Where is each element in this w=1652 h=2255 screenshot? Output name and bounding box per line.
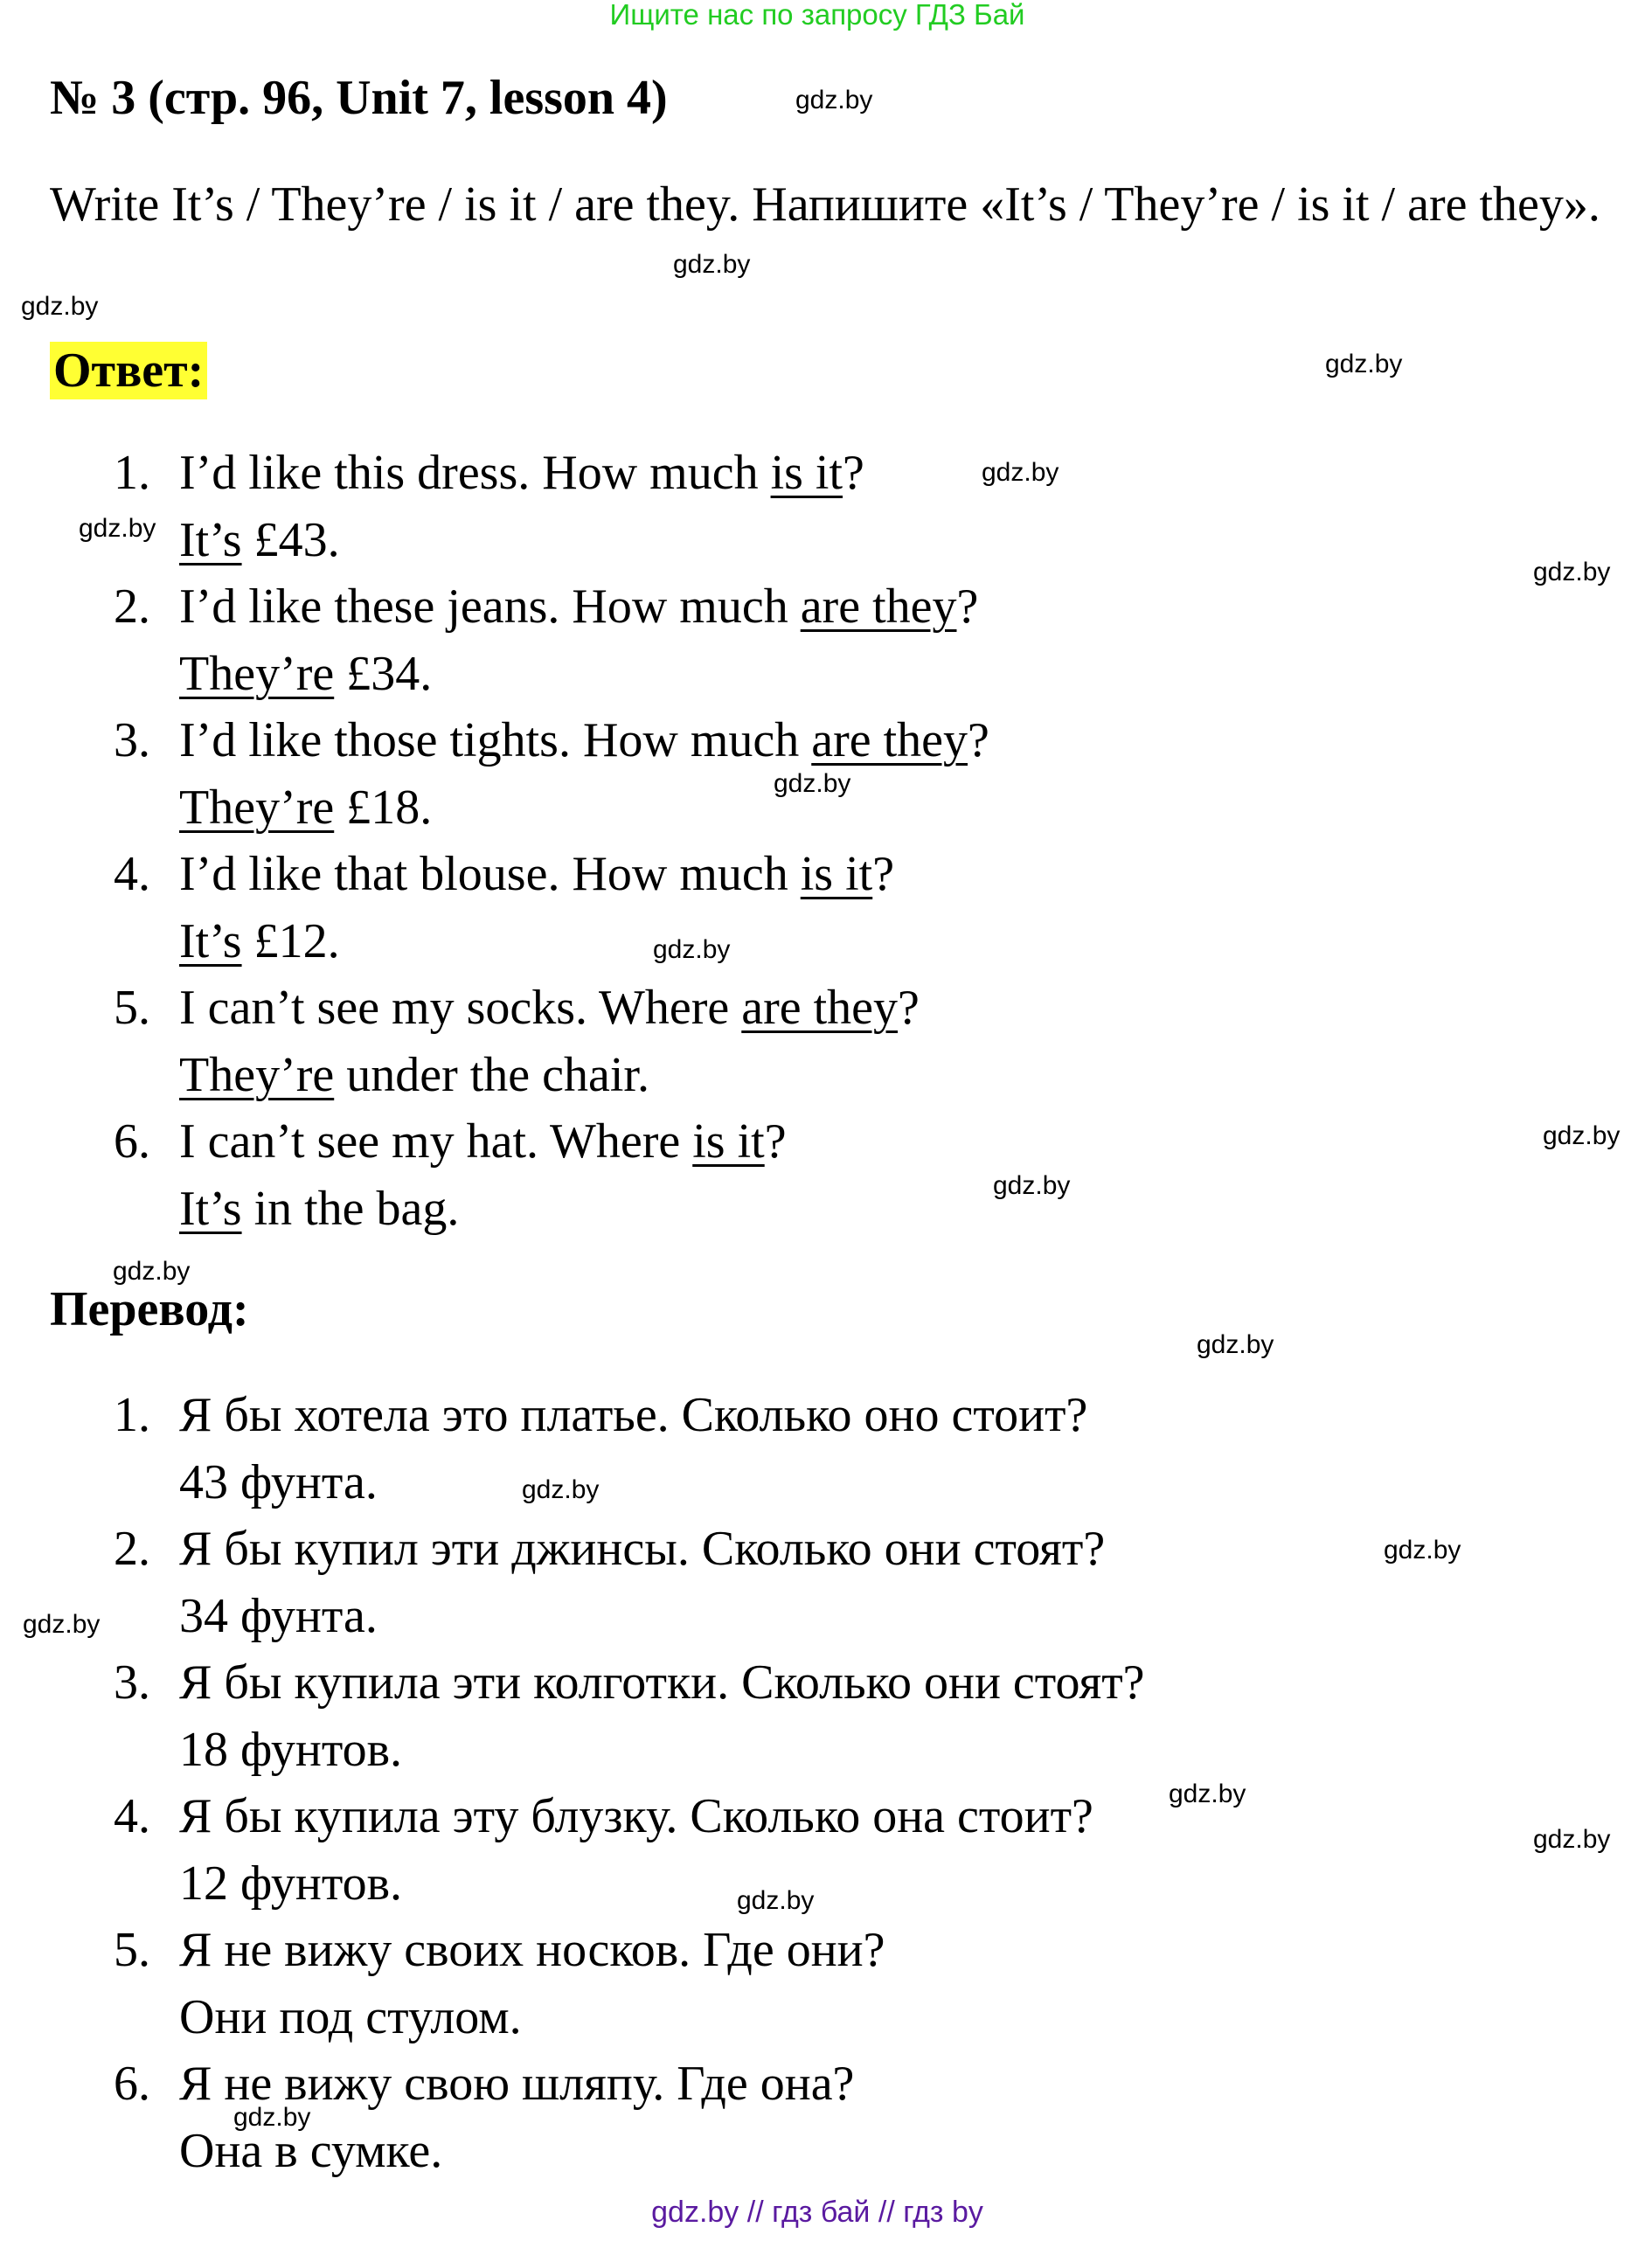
item-question xyxy=(179,843,894,905)
watermark-text: gdz.by xyxy=(113,1257,191,1286)
text-segment: in the bag. xyxy=(241,1181,460,1236)
underlined-answer: They’re xyxy=(179,780,335,835)
item-number: 5. xyxy=(114,1923,150,1977)
watermark-text: gdz.by xyxy=(993,1171,1071,1200)
watermark-text: gdz.by xyxy=(522,1475,600,1504)
item-question xyxy=(179,1111,787,1172)
watermark-text: gdz.by xyxy=(795,86,873,114)
item-number: 1. xyxy=(114,1388,150,1442)
text-segment: £43. xyxy=(241,512,340,567)
item-number: 5. xyxy=(114,981,150,1035)
underlined-answer: is it xyxy=(770,446,843,500)
text-segment: ? xyxy=(872,847,895,901)
watermark-text: gdz.by xyxy=(1533,558,1611,586)
watermark-text: gdz.by xyxy=(233,2103,311,2132)
underlined-answer: is it xyxy=(800,847,873,901)
watermark-text: gdz.by xyxy=(1384,1536,1461,1565)
text-segment: 43 фунта. xyxy=(179,1454,378,1509)
text-segment: ? xyxy=(764,1114,787,1169)
text-segment: 34 фунта. xyxy=(179,1588,378,1643)
underlined-answer: are they xyxy=(800,579,957,634)
text-segment: I’d like those tights. How much xyxy=(179,713,812,767)
watermark-text: gdz.by xyxy=(737,1886,815,1915)
text-segment: I’d like this dress. How much xyxy=(179,446,771,500)
watermark-text: gdz.by xyxy=(1543,1121,1621,1150)
item-answer xyxy=(179,1987,522,2048)
text-segment: Я бы купил эти джинсы. Сколько они стоят? xyxy=(179,1522,1106,1576)
item-number: 3. xyxy=(114,1655,150,1710)
underlined-answer: It’s xyxy=(179,913,242,968)
item-number: 2. xyxy=(114,1522,150,1576)
text-segment: ? xyxy=(956,579,979,634)
translation-heading: Перевод: xyxy=(50,1282,249,1336)
item-answer xyxy=(179,2120,442,2182)
item-answer xyxy=(179,1719,402,1780)
watermark-text: gdz.by xyxy=(1325,350,1403,378)
item-answer xyxy=(179,1178,459,1239)
item-answer xyxy=(179,1853,402,1914)
watermark-text: gdz.by xyxy=(653,935,731,964)
watermark-text: gdz.by xyxy=(21,292,99,321)
text-segment: 12 фунтов. xyxy=(179,1856,403,1911)
text-segment: I’d like these jeans. How much xyxy=(179,579,801,634)
text-segment: ? xyxy=(843,446,864,500)
text-segment: Я бы купила эту блузку. Сколько она стоит? xyxy=(179,1789,1093,1843)
text-segment: I can’t see my hat. Where xyxy=(179,1114,693,1169)
underlined-answer: They’re xyxy=(179,1047,335,1102)
item-number: 6. xyxy=(114,2057,150,2111)
text-segment: Она в сумке. xyxy=(179,2123,443,2178)
watermark-text: gdz.by xyxy=(982,458,1059,487)
item-answer xyxy=(179,1585,378,1647)
item-number: 3. xyxy=(114,713,150,767)
underlined-answer: They’re xyxy=(179,646,335,701)
text-segment: ? xyxy=(898,981,920,1035)
watermark-text: gdz.by xyxy=(774,769,851,798)
item-number: 4. xyxy=(114,847,150,901)
text-segment: Я не вижу свою шляпу. Где она? xyxy=(179,2057,855,2111)
text-segment: £18. xyxy=(334,780,433,835)
task-instructions: Write It’s / They’re / is it / are they. Напишите «It’s / They’re / is it / are they». xyxy=(50,177,1600,232)
watermark-text: gdz.by xyxy=(673,250,751,279)
underlined-answer: It’s xyxy=(179,1181,242,1236)
underlined-answer: It’s xyxy=(179,512,242,567)
answer-heading: Ответ: xyxy=(50,342,207,399)
text-segment: 18 фунтов. xyxy=(179,1722,403,1777)
item-question xyxy=(179,977,920,1038)
item-question xyxy=(179,1786,1093,1847)
item-number: 4. xyxy=(114,1789,150,1843)
item-answer xyxy=(179,1044,649,1106)
watermark-text: gdz.by xyxy=(1169,1780,1246,1808)
item-question xyxy=(179,710,989,771)
underlined-answer: are they xyxy=(741,981,899,1035)
text-segment: Я бы купила эти колготки. Сколько они стоят? xyxy=(179,1655,1145,1710)
watermark-text: gdz.by xyxy=(23,1610,101,1639)
text-segment: I can’t see my socks. Where xyxy=(179,981,742,1035)
text-segment: under the chair. xyxy=(334,1047,649,1102)
search-hint-link[interactable]: Ищите нас по запросу ГДЗ Бай xyxy=(609,0,1025,31)
item-number: 6. xyxy=(114,1114,150,1169)
item-number: 1. xyxy=(114,446,150,500)
underlined-answer: is it xyxy=(692,1114,765,1169)
item-question xyxy=(179,1518,1105,1579)
text-segment: ? xyxy=(968,713,989,767)
text-segment: £12. xyxy=(241,913,340,968)
watermark-text: gdz.by xyxy=(1533,1825,1611,1854)
item-question xyxy=(179,576,978,637)
footer-links[interactable]: gdz.by // гдз бай // гдз by xyxy=(651,2196,983,2229)
item-answer xyxy=(179,911,340,972)
text-segment: Я бы хотела это платье. Сколько оно стоит? xyxy=(179,1388,1088,1442)
item-number: 2. xyxy=(114,579,150,634)
text-segment: Они под стулом. xyxy=(179,1989,522,2044)
text-segment: I’d like that blouse. How much xyxy=(179,847,801,901)
exercise-title: № 3 (стр. 96, Unit 7, lesson 4) xyxy=(50,71,668,125)
text-segment: Я не вижу своих носков. Где они? xyxy=(179,1923,885,1977)
underlined-answer: are they xyxy=(811,713,968,767)
item-question xyxy=(179,1652,1145,1713)
watermark-text: gdz.by xyxy=(79,514,156,543)
item-question xyxy=(179,1384,1087,1446)
item-answer xyxy=(179,1452,378,1513)
text-segment: £34. xyxy=(334,646,433,701)
item-answer xyxy=(179,510,340,571)
item-question xyxy=(179,1919,885,1981)
watermark-text: gdz.by xyxy=(1197,1330,1274,1359)
item-question xyxy=(179,442,864,503)
item-answer xyxy=(179,643,432,704)
item-answer xyxy=(179,777,432,838)
